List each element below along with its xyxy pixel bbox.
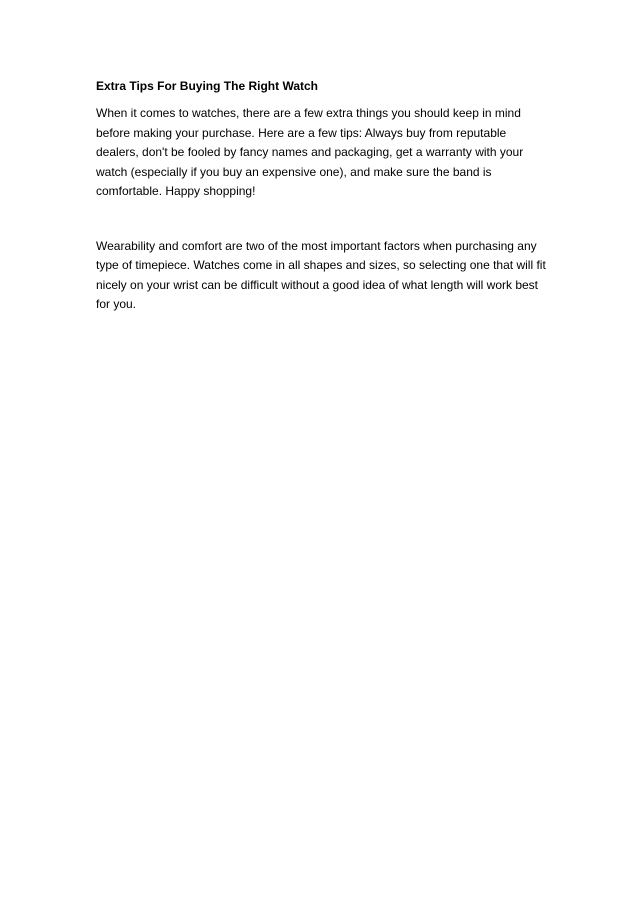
document-body	[96, 78, 546, 315]
document-title: Extra Tips For Buying The Right Watch	[96, 79, 319, 93]
paragraph-extra-tips: When it comes to watches, there are a few extra things you should keep in mind before making your purchase. Here are a few tips: Always buy from reputable dealers, don't be fooled by fancy names and packaging, get a warranty with your watch (especially if you buy an expensive one), and make sure the band is comfortable. Happy shopping!	[96, 106, 524, 198]
paragraph-wearability: Wearability and comfort are two of the most important factors when purchasing any type of timepiece. Watches come in all shapes and sizes, so selecting one that will fit nicely on your wrist can be difficult without a good idea of what length will work best for you.	[96, 238, 546, 311]
